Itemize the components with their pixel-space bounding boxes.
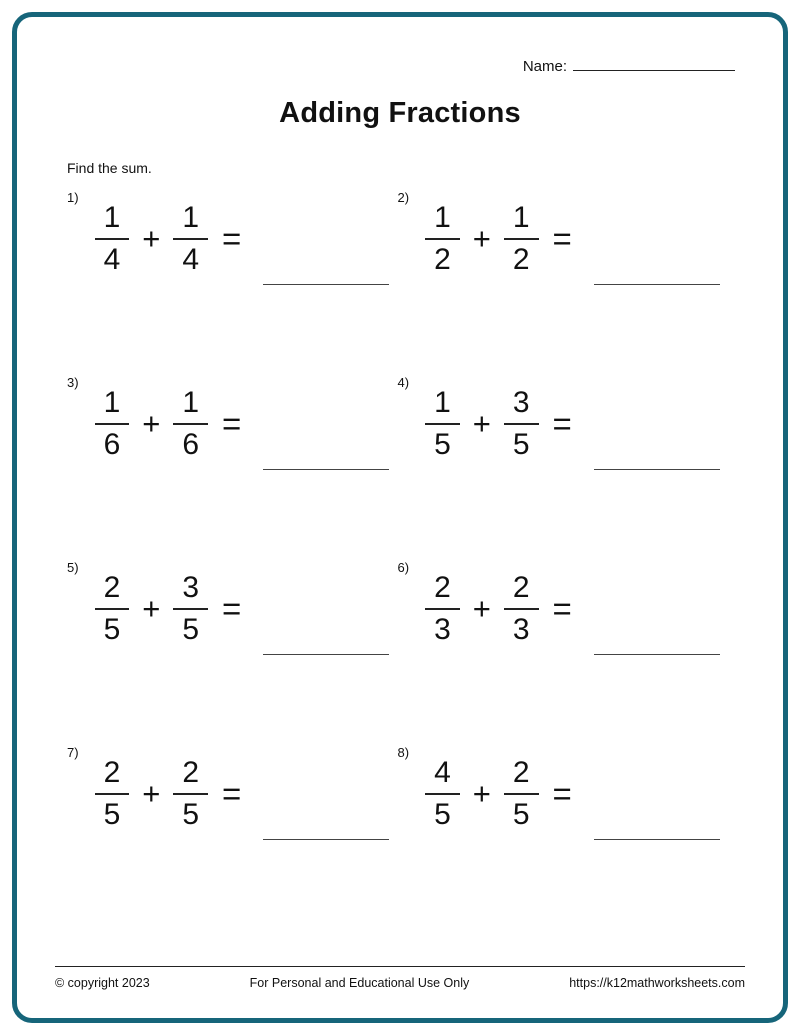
fraction-2	[173, 201, 208, 278]
fraction-numerator: 2	[425, 571, 460, 611]
fraction-numerator: 3	[504, 386, 539, 426]
plus-operator: +	[472, 776, 491, 811]
fraction-numerator: 2	[173, 756, 208, 796]
fraction-1	[95, 756, 130, 833]
problem-5	[67, 562, 398, 656]
fraction-numerator: 2	[504, 756, 539, 796]
answer-blank	[594, 284, 720, 285]
footer-website-url: https://k12mathworksheets.com	[569, 976, 745, 990]
equals-sign: =	[552, 590, 572, 627]
fraction-numerator: 2	[95, 756, 130, 796]
fraction-2	[173, 756, 208, 833]
fraction-numerator: 1	[425, 386, 460, 426]
fraction-numerator: 4	[425, 756, 460, 796]
instruction-text: Find the sum.	[67, 160, 152, 176]
equals-sign: =	[552, 775, 572, 812]
equals-sign: =	[222, 220, 242, 257]
problem-number: 4)	[397, 375, 410, 390]
problems-grid	[17, 192, 783, 932]
plus-operator: +	[142, 591, 161, 626]
fraction-2	[173, 386, 208, 463]
problem-7	[67, 747, 398, 841]
fraction-denominator: 5	[434, 428, 451, 461]
fraction-denominator: 6	[103, 428, 121, 461]
problem-number: 6)	[397, 560, 410, 575]
fraction-denominator: 2	[434, 243, 451, 276]
problem-6	[398, 562, 729, 656]
problem-number: 7)	[67, 745, 79, 760]
fraction-1	[95, 201, 130, 278]
fraction-denominator: 5	[512, 428, 530, 461]
fraction-1	[425, 201, 460, 278]
problem-4	[398, 377, 729, 471]
problem-1	[67, 192, 398, 286]
page-border	[12, 12, 788, 1023]
equals-sign: =	[222, 405, 242, 442]
problem-number: 5)	[67, 560, 79, 575]
fraction-1	[425, 756, 460, 833]
equals-sign: =	[222, 775, 242, 812]
fraction-denominator: 3	[512, 613, 530, 646]
plus-operator: +	[472, 406, 491, 441]
fraction-2	[504, 201, 539, 278]
fraction-denominator: 2	[512, 243, 530, 276]
fraction-numerator: 2	[504, 571, 539, 611]
answer-blank	[263, 469, 389, 470]
plus-operator: +	[472, 221, 491, 256]
answer-blank	[594, 654, 720, 655]
plus-operator: +	[142, 406, 161, 441]
fraction-denominator: 5	[103, 798, 121, 831]
problem-8	[398, 747, 729, 841]
answer-blank	[594, 469, 720, 470]
page-title: Adding Fractions	[279, 97, 521, 129]
answer-blank	[263, 654, 389, 655]
fraction-denominator: 4	[103, 243, 121, 276]
problem-number: 8)	[397, 745, 410, 760]
name-label: Name:	[522, 58, 567, 75]
fraction-numerator: 1	[173, 201, 208, 241]
fraction-numerator: 2	[95, 571, 130, 611]
footer-usage-note: For Personal and Educational Use Only	[249, 976, 470, 990]
answer-blank	[263, 839, 389, 840]
fraction-denominator: 5	[512, 798, 530, 831]
fraction-1	[425, 571, 460, 648]
fraction-2	[504, 386, 539, 463]
plus-operator: +	[472, 591, 491, 626]
page-footer	[55, 966, 745, 990]
fraction-denominator: 3	[434, 613, 451, 646]
equals-sign: =	[552, 220, 572, 257]
fraction-2	[504, 756, 539, 833]
answer-blank	[594, 839, 720, 840]
fraction-numerator: 1	[95, 201, 130, 241]
fraction-denominator: 5	[182, 613, 200, 646]
answer-blank	[263, 284, 389, 285]
problem-3	[67, 377, 398, 471]
fraction-1	[95, 571, 130, 648]
fraction-denominator: 5	[103, 613, 121, 646]
fraction-denominator: 5	[434, 798, 451, 831]
fraction-denominator: 5	[182, 798, 200, 831]
equals-sign: =	[222, 590, 242, 627]
problem-number: 1)	[67, 190, 79, 205]
name-blank-line	[573, 55, 735, 71]
fraction-1	[425, 386, 460, 463]
plus-operator: +	[142, 221, 161, 256]
fraction-numerator: 1	[173, 386, 208, 426]
footer-copyright: © copyright 2023	[55, 976, 150, 990]
fraction-2	[504, 571, 539, 648]
fraction-numerator: 1	[425, 201, 460, 241]
fraction-numerator: 1	[95, 386, 130, 426]
problem-2	[398, 192, 729, 286]
problem-number: 2)	[397, 190, 410, 205]
fraction-denominator: 6	[182, 428, 200, 461]
fraction-numerator: 3	[173, 571, 208, 611]
fraction-1	[95, 386, 130, 463]
equals-sign: =	[552, 405, 572, 442]
name-row	[17, 55, 783, 75]
fraction-numerator: 1	[504, 201, 539, 241]
fraction-2	[173, 571, 208, 648]
problem-number: 3)	[67, 375, 79, 390]
fraction-denominator: 4	[182, 243, 200, 276]
plus-operator: +	[142, 776, 161, 811]
